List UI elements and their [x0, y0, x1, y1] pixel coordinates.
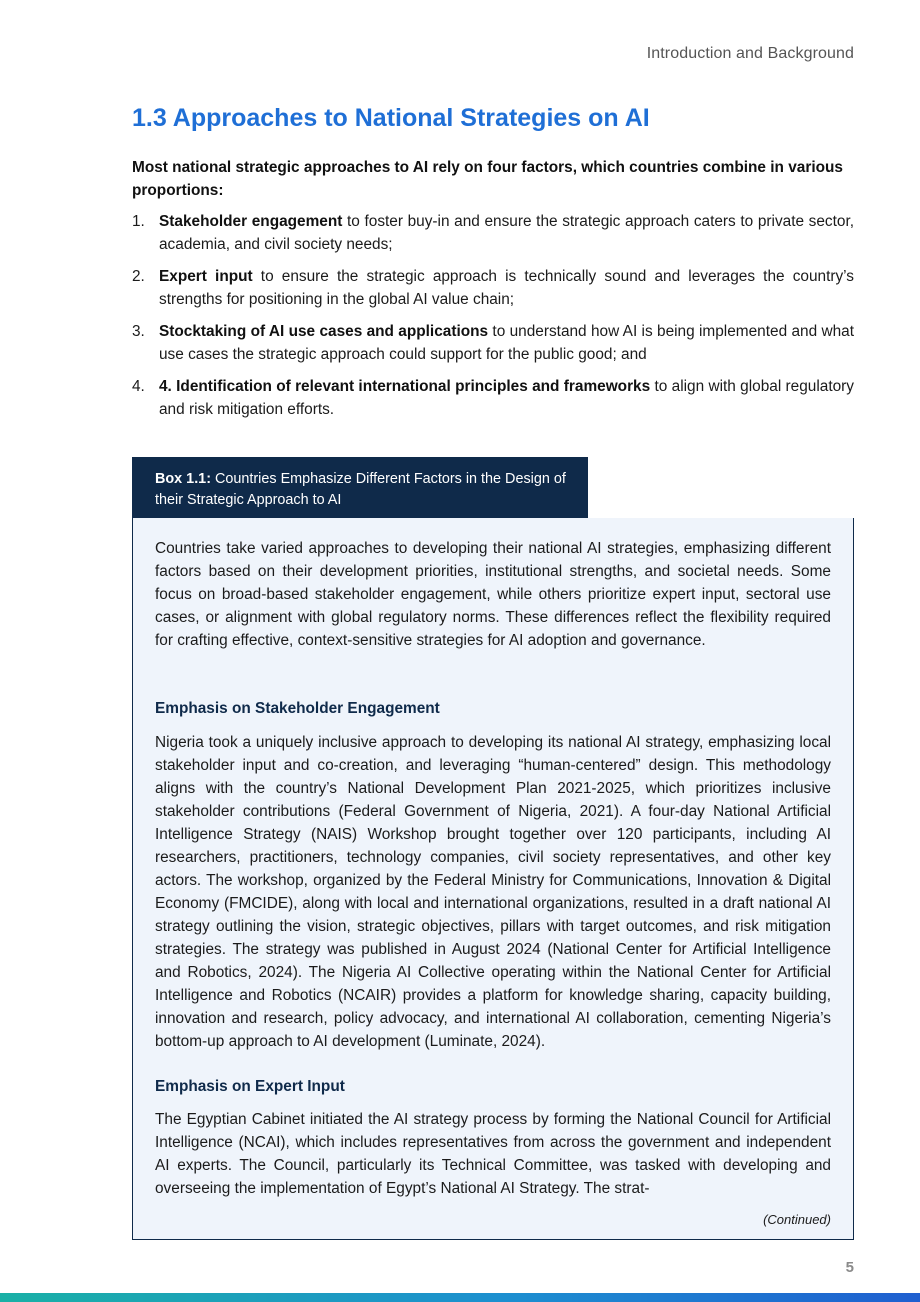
factor-text: to ensure the strategic approach is technically sound and leverages the country’s strengths for positioning in the global AI value chain; — [159, 268, 855, 308]
factor-text: to align with global regulatory and risk mitigation efforts. — [159, 378, 855, 418]
factor-text: to foster buy-in and ensure the strategic approach caters to private sector, academia, and civil society needs; — [159, 213, 855, 253]
factor-term: Expert input — [159, 268, 253, 285]
section-title: 1.3 Approaches to National Strategies on AI — [132, 104, 650, 132]
stakeholder-paragraph: Nigeria took a uniquely inclusive approach to developing its national AI strategy, emphasizing local stakeholder input and co-creation, and leveraging “human-centered” design. This methodology aligns with the country’s National Development Plan 2021-2025, which prioritizes inclusive stakeholder contributions (Federal Government of Nigeria, 2021). A four-day National Artificial Intelligence Strategy (NAIS) Workshop brought together over 120 participants, including AI researchers, practitioners, technology companies, civil society representatives, and other key actors. The workshop, organized by the Federal Ministry for Communications, Innovation & Digital Economy (FMCIDE), along with local and international organizations, resulted in a draft national AI strategy outlining the vision, strategic objectives, pillars with target outcomes, and risk mitigation strategies. The strategy was published in August 2024 (National Center for Artificial Intelligence and Robotics, 2024). The Nigeria AI Collective operating within the National Center for Artificial Intelligence and Robotics (NCAIR) provides a platform for knowledge sharing, capacity building, innovation and research, policy advocacy, and international AI collaboration, cementing Nigeria’s bottom-up approach to AI development (Luminate, 2024). — [155, 734, 831, 1050]
list-number: 3. — [132, 323, 145, 340]
list-number: 1. — [132, 213, 145, 230]
list-number: 2. — [132, 268, 145, 285]
box-title: Countries Emphasize Different Factors in the Design of their Strategic Approach to AI — [155, 471, 566, 508]
footer-bar — [0, 1293, 920, 1302]
expert-heading: Emphasis on Expert Input — [155, 1078, 345, 1095]
expert-paragraph: The Egyptian Cabinet initiated the AI strategy process by forming the National Council for Artificial Intelligence (NCAI), which includes representatives from across the government and independent AI experts. The Council, particularly its Technical Committee, was tasked with developing and overseeing the implementation of Egypt’s National AI Strategy. The strat- — [155, 1111, 831, 1197]
continued-note: (Continued) — [763, 1212, 831, 1227]
list-number: 4. — [132, 378, 145, 395]
list-item — [132, 320, 854, 366]
running-head: Introduction and Background — [646, 45, 854, 62]
box-label: Box 1.1: — [155, 471, 211, 487]
box-intro: Countries take varied approaches to developing their national AI strategies, emphasizing different factors based on their development priorities, institutional strengths, and societal needs. Some focus on broad-based stakeholder engagement, while others prioritize expert input, sectoral use cases, or alignment with global regulatory norms. These differences reflect the flexibility required for crafting effective, context-sensitive strategies for AI adoption and governance. — [155, 540, 831, 649]
list-item — [132, 265, 854, 311]
section-lead: Most national strategic approaches to AI rely on four factors, which countries combine in various proportions: — [132, 159, 843, 199]
page-number: 5 — [845, 1259, 854, 1276]
factor-term: Stakeholder engagement — [159, 213, 343, 230]
factor-term: Stocktaking of AI use cases and applications — [159, 323, 489, 340]
factor-list — [132, 210, 854, 430]
stakeholder-heading: Emphasis on Stakeholder Engagement — [155, 700, 440, 717]
list-item — [132, 375, 854, 421]
box-title-tab — [132, 457, 588, 518]
factor-text: to understand how AI is being implemented and what use cases the strategic approach could support for the public good; and — [159, 323, 854, 363]
list-item — [132, 210, 854, 256]
factor-term: 4. Identification of relevant international principles and frameworks — [159, 378, 651, 395]
